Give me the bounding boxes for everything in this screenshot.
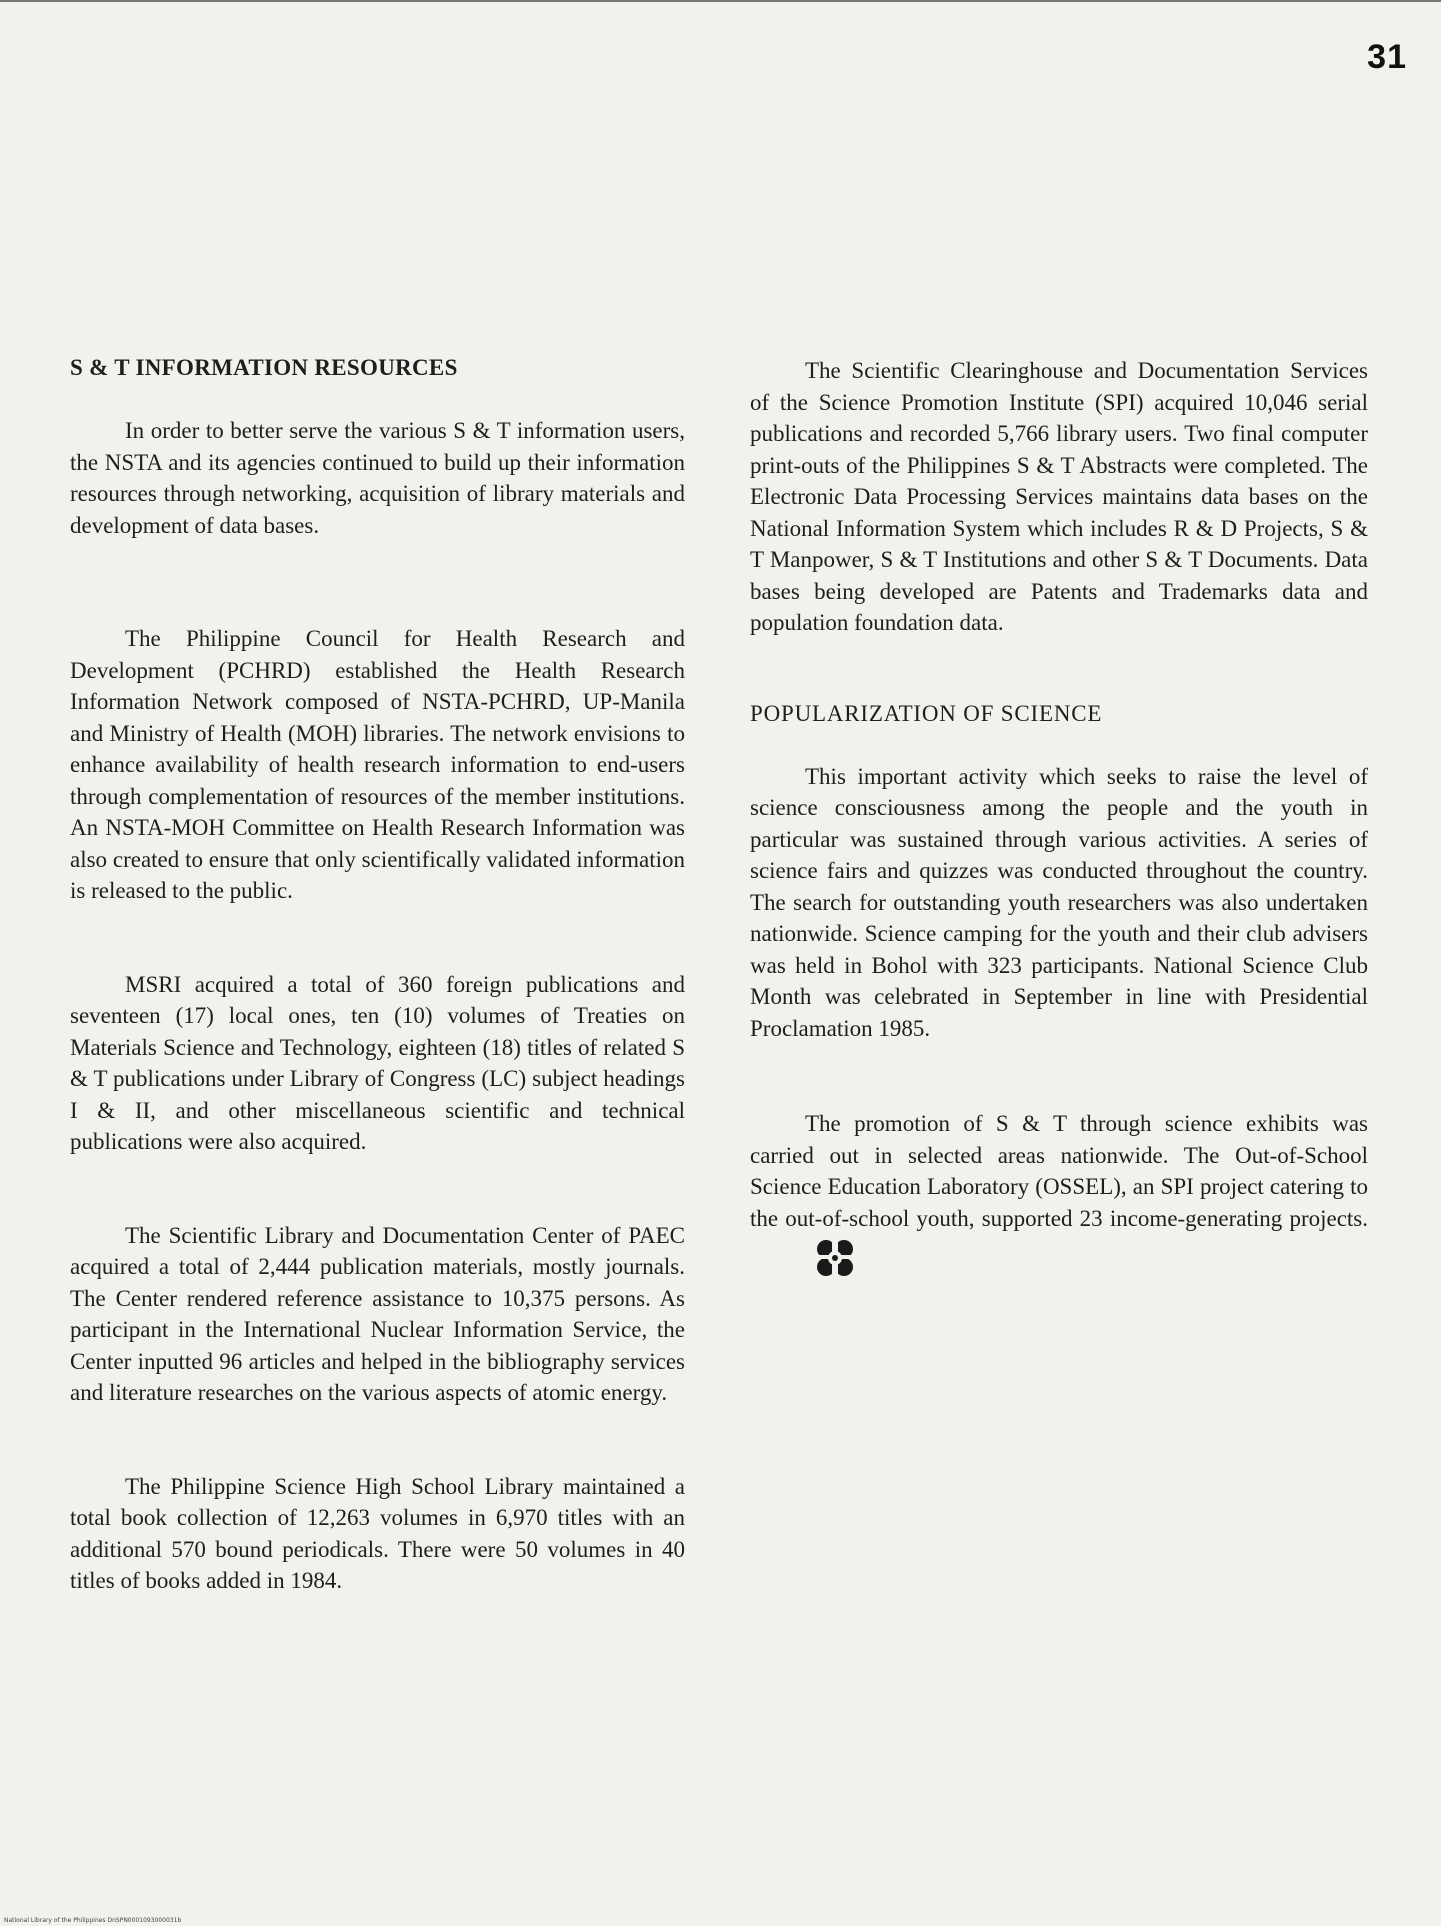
section-heading-popularization: POPULARIZATION OF SCIENCE — [750, 700, 1103, 726]
paragraph-ossel — [750, 1108, 1368, 1274]
nsta-logo-icon — [760, 1238, 800, 1278]
page-number: 31 — [1367, 38, 1407, 76]
paragraph-pshs-library: The Philippine Science High School Library maintained a total book collection of 12,263 volumes in 6,970 titles with an additional 570 bound periodicals. There were 50 volumes in 40 titles of books added in 1984. — [70, 1473, 685, 1593]
right-column — [750, 355, 1368, 1274]
section-heading-information-resources: S & T INFORMATION RESOURCES — [70, 355, 458, 380]
left-column — [70, 355, 685, 1597]
paragraph-ossel-text: The promotion of S & T through science exhibits was carried out in selected areas nationwide. The Out-of-School Science Education Laboratory (OSSEL), an SPI project catering to the out-of-school youth, supported 23 income-generating projects. — [750, 1111, 1368, 1231]
paragraph-paec: The Scientific Library and Documentation Center of PAEC acquired a total of 2,444 publication materials, mostly journals. The Center rendered reference assistance to 10,375 persons. As participant in the International Nuclear Information Service, the Center inputted 96 articles and helped in the bibliography services and literature researches on the various aspects of atomic energy. — [70, 1222, 685, 1405]
paragraph-popularization: This important activity which seeks to raise the level of science consciousness among the people and the youth in particular was sustained through various activities. A series of science fairs and quizzes was conducted throughout the country. The search for outstanding youth researchers was also undertaken nationwide. Science camping for the youth and their club advisers was held in Bohol with 323 participants. National Science Club Month was celebrated in September in line with Presidential Proclamation 1985. — [750, 763, 1368, 1041]
footer-scan-note: National Library of the Philippines DnSPN0001093000031b — [4, 1917, 182, 1924]
paragraph-intro: In order to better serve the various S & T information users, the NSTA and its agencies continued to build up their information resources through networking, acquisition of library materials and development of data bases. — [70, 418, 685, 538]
paragraph-spi-clearinghouse: The Scientific Clearinghouse and Documentation Services of the Science Promotion Institute (SPI) acquired 10,046 serial publications and recorded 5,766 library users. Two final computer print-outs of the Philippines S & T Abstracts were completed. The Electronic Data Processing Services maintains data bases on the National Information System which includes R & D Projects, S & T Manpower, S & T Institutions and other S & T Documents. Data bases being developed are Patents and Trademarks data and population foundation data. — [750, 358, 1368, 635]
page-top-edge — [0, 0, 1441, 2]
paragraph-pchrd: The Philippine Council for Health Research and Development (PCHRD) established the Health Research Information Network composed of NSTA-PCHRD, UP-Manila and Ministry of Health (MOH) libraries. The network envisions to enhance availability of health research information to end-users through complementation of resources of the member institutions. An NSTA-MOH Committee on Health Research Information was also created to ensure that only scientifically validated information is released to the public. — [70, 626, 685, 903]
paragraph-msri: MSRI acquired a total of 360 foreign publications and seventeen (17) local ones, ten (10) volumes of Treaties on Materials Science and Technology, eighteen (18) titles of related S & T publications under Library of Congress (LC) subject headings I & II, and other miscellaneous scientific and technical publications were also acquired. — [70, 971, 685, 1154]
